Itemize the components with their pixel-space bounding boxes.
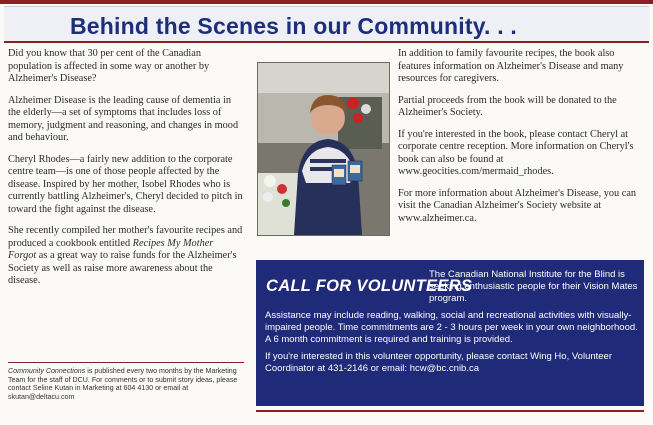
left-column	[8, 48, 244, 297]
volunteer-body	[265, 310, 639, 381]
photo-illustration	[258, 63, 389, 235]
left-paragraph-3: Cheryl Rhodes—a fairly new addition to the corporate centre team—is one of those people affected by the disease. Inspired by her mother, Isobel Rhodes who is currently battling Alzheimer's, Cheryl decided to pitch in toward the fight against the disease.	[8, 153, 243, 215]
right-paragraph-4: For more information about Alzheimer's Disease, you can visit the Canadian Alzheimer's Society website at www.alzheimer.ca.	[398, 187, 637, 224]
p4-text-after: as a great way to raise funds for the Alzheimer's Society as well as raise more awareness about the disease.	[8, 250, 237, 286]
publication-credit	[8, 362, 244, 425]
publication-name: Community Connections	[8, 367, 86, 375]
bottom-rule	[256, 410, 644, 412]
volunteer-intro: The Canadian National Institute for the Blind is seeking enthusiastic people for their Vision Mates program.	[429, 269, 638, 304]
top-rule	[0, 0, 653, 4]
right-column	[398, 48, 643, 234]
volunteer-box	[256, 260, 644, 406]
right-paragraph-1: In addition to family favourite recipes, the book also features information on Alzheimer's Disease and many resources for caregivers.	[398, 48, 624, 84]
title-banner	[4, 6, 649, 43]
volunteer-contact: If you're interested in this volunteer opportunity, please contact Wing Ho, Volunteer Coordinator at 431-2146 or email: hcw@bc.cnib.ca	[265, 351, 613, 375]
left-paragraph-4	[8, 225, 244, 288]
page-title: Behind the Scenes in our Community. . .	[70, 13, 517, 39]
volunteer-details: Assistance may include reading, walking, social and recreational activities with visually-impaired people. Time commitments are 2 - 3 hours per week in your own neighborhood. A 6 month commitment is required and training is provided.	[265, 310, 638, 345]
volunteer-heading: CALL FOR VOLUNTEERS	[266, 277, 473, 295]
credit-text: is published every two months by the Marketing Team for the staff of DCU. For comments or to submit story ideas, please contact Seline Kutan in Marketing at 604 4130 or email at skutan@deltacu.com	[8, 367, 238, 402]
p4-text-before: She recently compiled her mother's favourite recipes and produced a cookbook entitled	[8, 225, 243, 249]
cheryl-photo	[257, 62, 390, 236]
left-paragraph-2: Alzheimer Disease is the leading cause of dementia in the elderly—a set of symptoms that includes loss of memory, judgment and reasoning, and changes in mood and behaviour.	[8, 94, 239, 143]
book-title: Recipes My Mother Forgot	[8, 237, 214, 261]
right-paragraph-3: If you're interested in the book, please contact Cheryl at corporate centre reception. More information on Cheryl's book can also be found at www.geocities.com/mermaid_rhodes.	[398, 128, 634, 177]
right-paragraph-2: Partial proceeds from the book will be donated to the Alzheimer's Society.	[398, 94, 617, 118]
left-paragraph-1: Did you know that 30 per cent of the Canadian population is affected in some way or another by Alzheimer's Disease?	[8, 48, 210, 84]
